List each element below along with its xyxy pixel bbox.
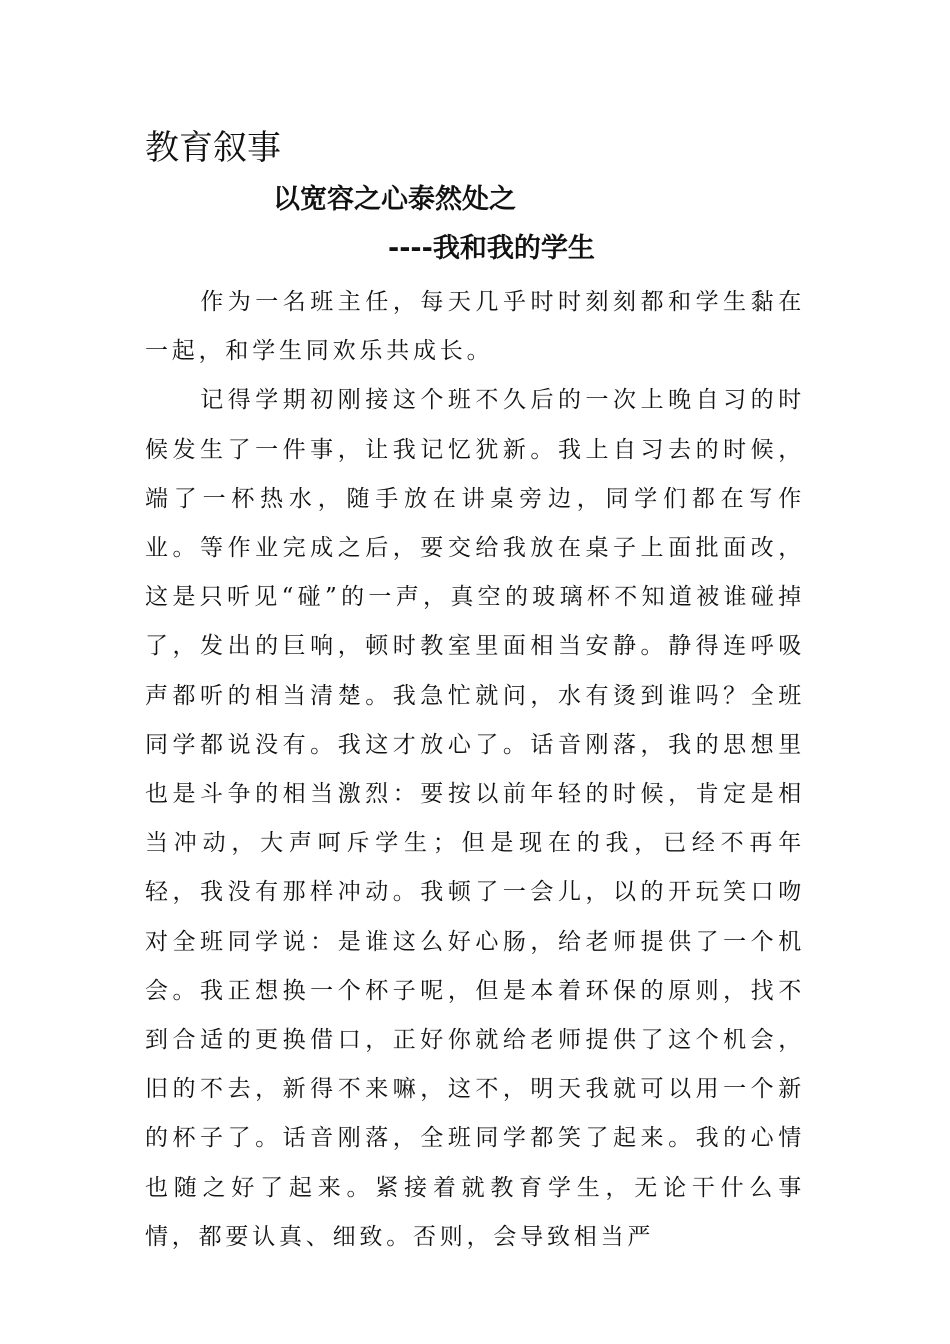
document-body <box>145 278 805 1262</box>
document-title: 教育叙事 <box>145 128 281 168</box>
paragraph: 作为一名班主任，每天几乎时时刻刻都和学生黏在一起，和学生同欢乐共成长。 <box>145 289 805 365</box>
document-subtitle: 以宽容之心泰然处之 <box>273 184 516 215</box>
document-subsubtitle: ----我和我的学生 <box>388 233 595 264</box>
paragraph: 记得学期初刚接这个班不久后的一次上晚自习的时候发生了一件事，让我记忆犹新。我上自习去的时候，端了一杯热水，随手放在讲桌旁边，同学们都在写作业。等作业完成之后，要交给我放在桌子上面批面改，这是只听见“碰”的一声，真空的玻璃杯不知道被谁碰掉了，发出的巨响，顿时教室里面相当安静。静得连呼吸声都听的相当清楚。我急忙就问，水有烫到谁吗？全班同学都说没有。我这才放心了。话音刚落，我的思想里也是斗争的相当激烈：要按以前年轻的时候，肯定是相当冲动，大声呵斥学生；但是现在的我，已经不再年轻，我没有那样冲动。我顿了一会儿，以的开玩笑口吻对全班同学说：是谁这么好心肠，给老师提供了一个机会。我正想换一个杯子呢，但是本着环保的原则，找不到合适的更换借口，正好你就给老师提供了这个机会，旧的不去，新得不来嘛，这不，明天我就可以用一个新的杯子了。话音刚落，全班同学都笑了起来。我的心情也随之好了起来。紧接着就教育学生，无论干什么事情，都要认真、细致。否则，会导致相当严 <box>145 387 805 1250</box>
